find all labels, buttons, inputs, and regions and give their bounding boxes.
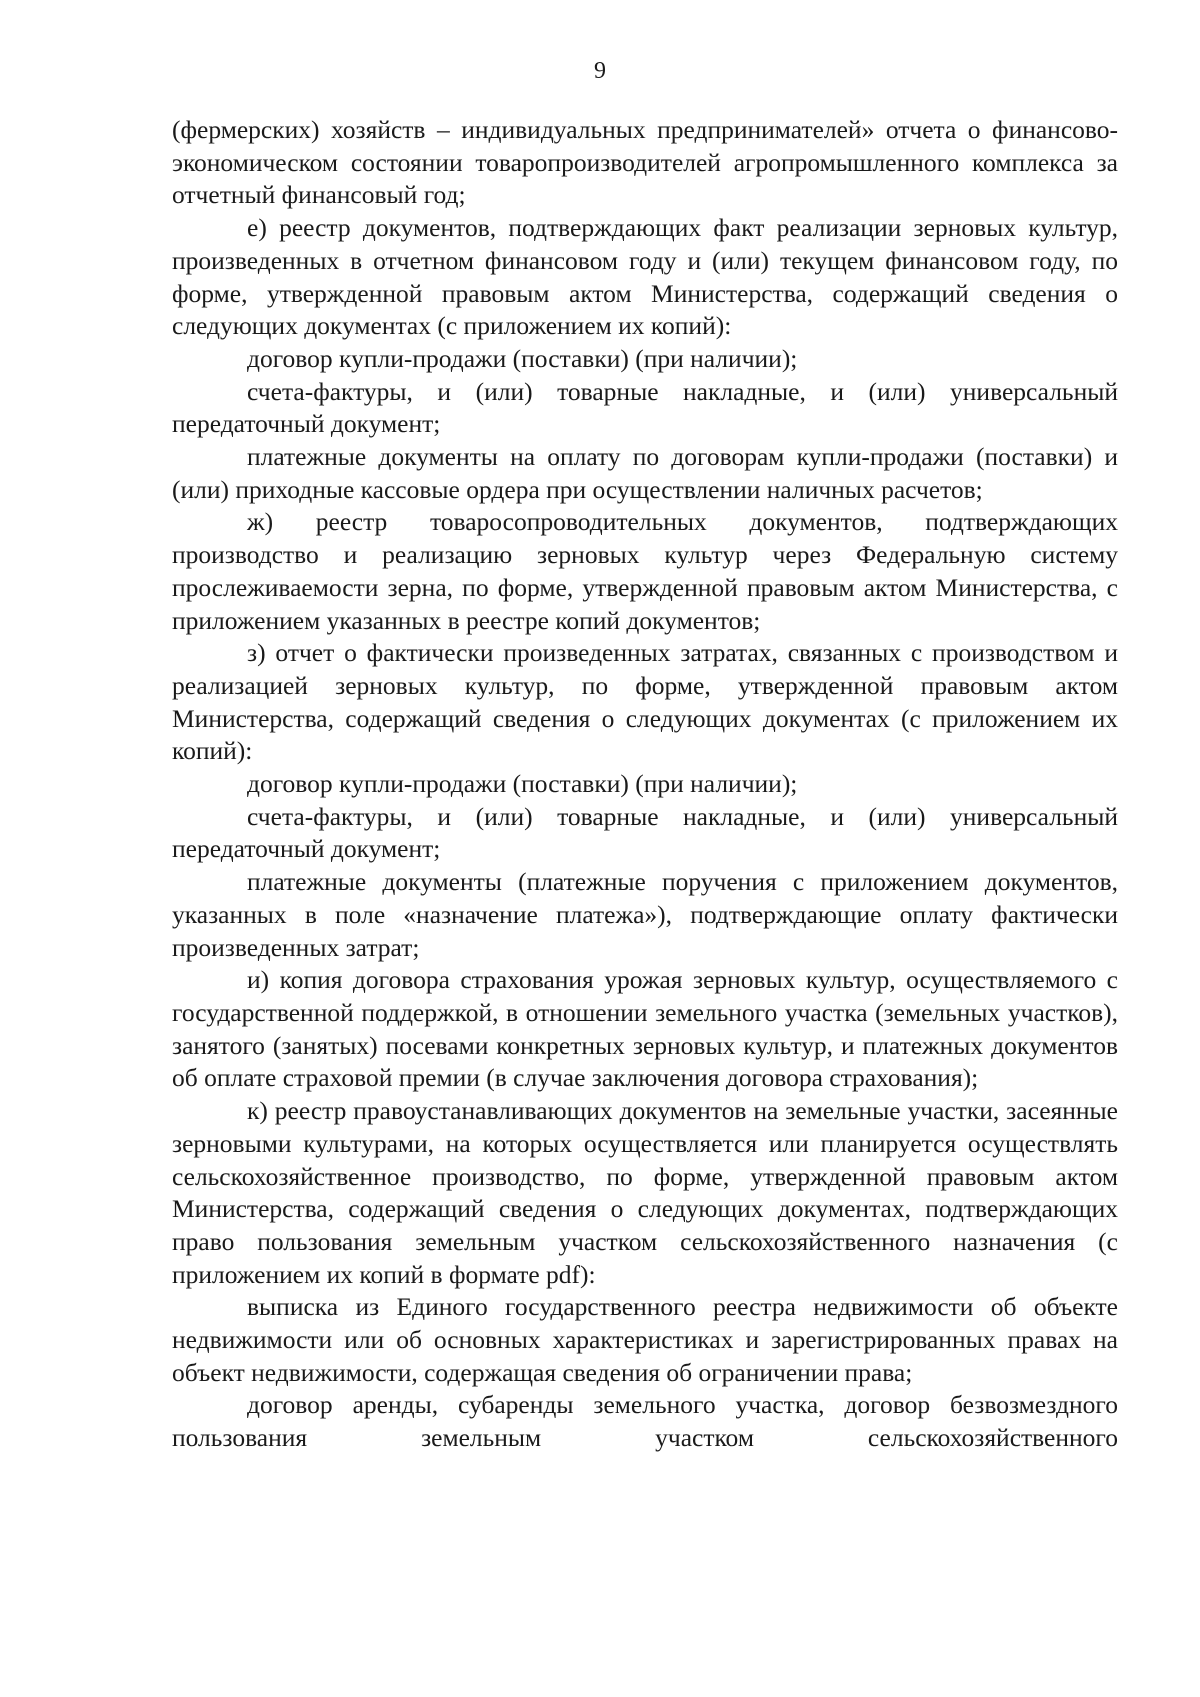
paragraph-sales-contract-2: договор купли-продажи (поставки) (при наличии);: [247, 769, 798, 799]
paragraph-payment-documents: платежные документы на оплату по договорам купли-продажи (поставки) и (или) приходные кассовые ордера при осуществлении наличных расчетов;: [172, 442, 1118, 504]
paragraph-continuation: (фермерских) хозяйств – индивидуальных предпринимателей» отчета о финансово-экономическом состоянии товаропроизводителей агропромышленного комплекса за отчетный финансовый год;: [172, 115, 1118, 210]
paragraph-item-k: к) реестр правоустанавливающих документов на земельные участки, засеянные зерновыми культурами, на которых осуществляется или планируется осуществлять сельскохозяйственное производство, по форме, утвержденной правовым актом Министерства, содержащий сведения о следующих документах, подтверждающих право пользования земельным участком сельскохозяйственного назначения (с приложением их копий в формате pdf):: [172, 1096, 1118, 1289]
paragraph-egrn-extract: выписка из Единого государственного реестра недвижимости об объекте недвижимости или об основных характеристиках и зарегистрированных правах на объект недвижимости, содержащая сведения об ограничении права;: [172, 1292, 1118, 1387]
page-number: 9: [594, 58, 606, 84]
paragraph-item-e: е) реестр документов, подтверждающих факт реализации зерновых культур, произведенных в отчетном финансовом году и (или) текущем финансовом году, по форме, утвержденной правовым актом Министерства, содержащий сведения о следующих документах (с приложением их копий):: [172, 213, 1118, 341]
paragraph-item-i: и) копия договора страхования урожая зерновых культур, осуществляемого с государственной поддержкой, в отношении земельного участка (земельных участков), занятого (занятых) посевами конкретных зерновых культур, и платежных документов об оплате страховой премии (в случае заключения договора страхования);: [172, 965, 1118, 1093]
paragraph-lease-contract: договор аренды, субаренды земельного участка, договор безвозмездного пользования земельным участком сельскохозяйственного: [172, 1390, 1118, 1453]
paragraph-item-z: з) отчет о фактически произведенных затратах, связанных с производством и реализацией зерновых культур, по форме, утвержденной правовым актом Министерства, содержащий сведения о следующих документах (с приложением их копий):: [172, 638, 1118, 766]
paragraph-invoices: счета-фактуры, и (или) товарные накладные, и (или) универсальный передаточный документ;: [172, 376, 1118, 439]
document-body: [172, 114, 1118, 1455]
paragraph-sales-contract: договор купли-продажи (поставки) (при наличии);: [247, 343, 798, 373]
paragraph-payment-orders: платежные документы (платежные поручения с приложением документов, указанных в поле «назначение платежа»), подтверждающие оплату фактически произведенных затрат;: [172, 867, 1118, 962]
paragraph-invoices-2: счета-фактуры, и (или) товарные накладные, и (или) универсальный передаточный документ;: [172, 801, 1118, 864]
paragraph-item-zh: ж) реестр товаросопроводительных документов, подтверждающих производство и реализацию зерновых культур через Федеральную систему прослеживаемости зерна, по форме, утвержденной правовым актом Министерства, с приложением указанных в реестре копий документов;: [172, 507, 1118, 635]
